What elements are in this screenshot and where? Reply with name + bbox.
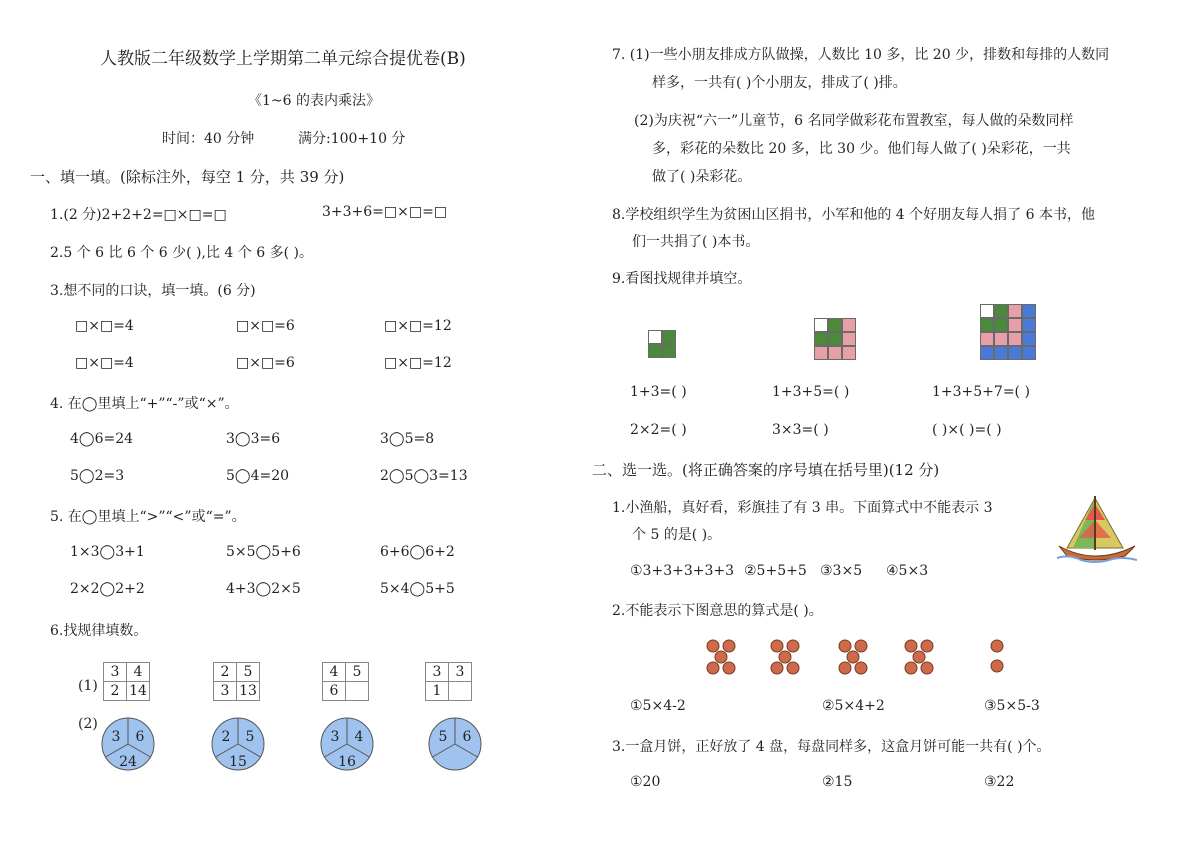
- grid-cell: 4: [323, 663, 346, 682]
- dot-groups: [700, 636, 1020, 680]
- q5-item: 1×3◯3+1: [70, 544, 145, 560]
- q9-sum: 1+3=( ): [630, 384, 687, 400]
- q6-sub2: (2): [78, 716, 98, 732]
- s2q1-option: ④5×3: [886, 563, 929, 579]
- s2q3-option: ③22: [984, 774, 1015, 790]
- dot: [715, 651, 727, 663]
- number-grid: [103, 662, 150, 701]
- number-grid: [425, 662, 472, 701]
- dot: [921, 662, 933, 674]
- grid-cell: 6: [323, 682, 346, 701]
- pie-value: 2: [221, 729, 231, 745]
- dot: [771, 662, 783, 674]
- q5-item: 5×5◯5+6: [226, 544, 301, 560]
- fishing-boat-illustration: [1055, 494, 1139, 566]
- q4-label: 4. 在◯里填上“+”“-”或“×”。: [50, 396, 239, 412]
- q3-label: 3.想不同的口诀，填一填。(6 分): [50, 283, 256, 299]
- pattern-grid-4x4: [980, 304, 1036, 360]
- s2q2-option: ③5×5-3: [984, 698, 1040, 714]
- q9-prod: ( )×( )=( ): [932, 422, 1002, 438]
- dot: [707, 640, 719, 652]
- s2q3-option: ②15: [822, 774, 853, 790]
- q8-line2: 们一共捐了( )本书。: [632, 234, 760, 250]
- grid-cell: 4: [127, 663, 150, 682]
- s2q1-option: ②5+5+5: [744, 563, 807, 579]
- score-info: 满分:100+10 分: [298, 131, 406, 147]
- q9-sum: 1+3+5=( ): [772, 384, 850, 400]
- dot: [839, 640, 851, 652]
- q1a: 1.(2 分)2+2+2=□×□=□: [50, 207, 227, 223]
- grid-cell: 2: [214, 663, 237, 682]
- pie-value: 3: [111, 729, 121, 745]
- pie-value: 5: [438, 729, 448, 745]
- q4-item: 3◯3=6: [226, 431, 281, 447]
- q3-item: □×□=6: [236, 318, 295, 334]
- number-pie: [319, 716, 375, 772]
- q6-label: 6.找规律填数。: [50, 623, 148, 639]
- q7a-line1: 7. (1)一些小朋友排成方队做操，人数比 10 多，比 20 少，排数和每排的人数同: [612, 47, 1110, 63]
- dot: [913, 651, 925, 663]
- q7b-line1: (2)为庆祝“六一”儿童节，6 名同学做彩花布置教室，每人做的朵数同样: [634, 113, 1074, 129]
- pattern-grid-2x2: [648, 330, 676, 358]
- grid-cell: 14: [127, 682, 150, 701]
- q9-prod: 3×3=( ): [772, 422, 829, 438]
- q7a-line2: 样多，一共有( )个小朋友，排成了( )排。: [652, 75, 907, 91]
- q5-label: 5. 在◯里填上“>”“<”或“=”。: [50, 509, 246, 525]
- s2q1-line1: 1.小渔船，真好看，彩旗挂了有 3 串。下面算式中不能表示 3: [612, 500, 993, 516]
- q1b: 3+3+6=□×□=□: [322, 204, 448, 220]
- q4-item: 5◯2=3: [70, 468, 125, 484]
- s2q1-line2: 个 5 的是( )。: [632, 527, 722, 543]
- pie-value: 6: [135, 729, 145, 745]
- pattern-grid-3x3: [814, 318, 856, 360]
- dot: [779, 651, 791, 663]
- s2q2-label: 2.不能表示下图意思的算式是( )。: [612, 603, 823, 619]
- q5-item: 2×2◯2+2: [70, 581, 145, 597]
- q4-item: 3◯5=8: [380, 431, 435, 447]
- pie-value: 4: [354, 729, 364, 745]
- q5-item: 4+3◯2×5: [226, 581, 301, 597]
- pie-value: 24: [119, 754, 137, 770]
- dot: [991, 640, 1003, 652]
- s2q3-option: ①20: [630, 774, 661, 790]
- grid-cell: 3: [449, 663, 472, 682]
- q7b-line2: 多，彩花的朵数比 20 多，比 30 少。他们每人做了( )朵彩花，一共: [652, 141, 1071, 157]
- grid-cell: 2: [104, 682, 127, 701]
- grid-cell: 13: [237, 682, 260, 701]
- dot: [787, 640, 799, 652]
- dot: [723, 640, 735, 652]
- q4-item: 4◯6=24: [70, 431, 134, 447]
- s2q2-option: ②5×4+2: [822, 698, 885, 714]
- pie-value: 15: [229, 754, 247, 770]
- dot: [991, 660, 1003, 672]
- q9-sum: 1+3+5+7=( ): [932, 384, 1030, 400]
- dot: [905, 640, 917, 652]
- dot: [847, 651, 859, 663]
- grid-cell: 3: [104, 663, 127, 682]
- grid-cell: 3: [214, 682, 237, 701]
- q4-item: 5◯4=20: [226, 468, 290, 484]
- dot: [839, 662, 851, 674]
- pie-value: 16: [338, 754, 356, 770]
- s2q1-option: ③3×5: [820, 563, 863, 579]
- q2: 2.5 个 6 比 6 个 6 少( ),比 4 个 6 多( )。: [50, 245, 313, 261]
- q7b-line3: 做了( )朵彩花。: [652, 169, 752, 185]
- section1-heading: 一、填一填。(除标注外，每空 1 分，共 39 分): [30, 168, 345, 186]
- q5-item: 5×4◯5+5: [380, 581, 455, 597]
- q3-item: □×□=12: [384, 318, 452, 334]
- s2q2-option: ①5×4-2: [630, 698, 686, 714]
- number-pie: [100, 716, 156, 772]
- dot: [787, 662, 799, 674]
- dot: [905, 662, 917, 674]
- grid-cell: 1: [426, 682, 449, 701]
- dot: [921, 640, 933, 652]
- q8-line1: 8.学校组织学生为贫困山区捐书，小军和他的 4 个好朋友每人捐了 6 本书，他: [612, 207, 1095, 223]
- pie-value: 5: [245, 729, 255, 745]
- grid-cell: [449, 682, 472, 701]
- time-info: 时间：40 分钟: [162, 131, 255, 147]
- dot: [707, 662, 719, 674]
- q3-item: □×□=4: [75, 355, 134, 371]
- s2q3-label: 3.一盒月饼，正好放了 4 盘，每盘同样多，这盒月饼可能一共有( )个。: [612, 739, 1051, 755]
- section2-heading: 二、选一选。(将正确答案的序号填在括号里)(12 分): [592, 461, 940, 479]
- q3-item: □×□=12: [384, 355, 452, 371]
- dot: [723, 662, 735, 674]
- number-pie: [427, 716, 483, 772]
- dot: [855, 662, 867, 674]
- dot: [771, 640, 783, 652]
- q9-prod: 2×2=( ): [630, 422, 687, 438]
- grid-cell: 5: [237, 663, 260, 682]
- page-subtitle: 《1~6 的表内乘法》: [248, 93, 380, 109]
- q9-label: 9.看图找规律并填空。: [612, 271, 752, 287]
- page-title: 人教版二年级数学上学期第二单元综合提优卷(B): [100, 49, 466, 69]
- s2q1-option: ①3+3+3+3+3: [630, 563, 735, 579]
- grid-cell: [346, 682, 369, 701]
- q3-item: □×□=4: [75, 318, 134, 334]
- q5-item: 6+6◯6+2: [380, 544, 455, 560]
- grid-cell: 5: [346, 663, 369, 682]
- q3-item: □×□=6: [236, 355, 295, 371]
- dot: [855, 640, 867, 652]
- number-pie: [210, 716, 266, 772]
- number-grid: [213, 662, 260, 701]
- pie-value: 3: [330, 729, 340, 745]
- pie-value: 6: [462, 729, 472, 745]
- number-grid: [322, 662, 369, 701]
- grid-cell: 3: [426, 663, 449, 682]
- q4-item: 2◯5◯3=13: [380, 468, 468, 484]
- q6-sub1: (1): [78, 678, 98, 694]
